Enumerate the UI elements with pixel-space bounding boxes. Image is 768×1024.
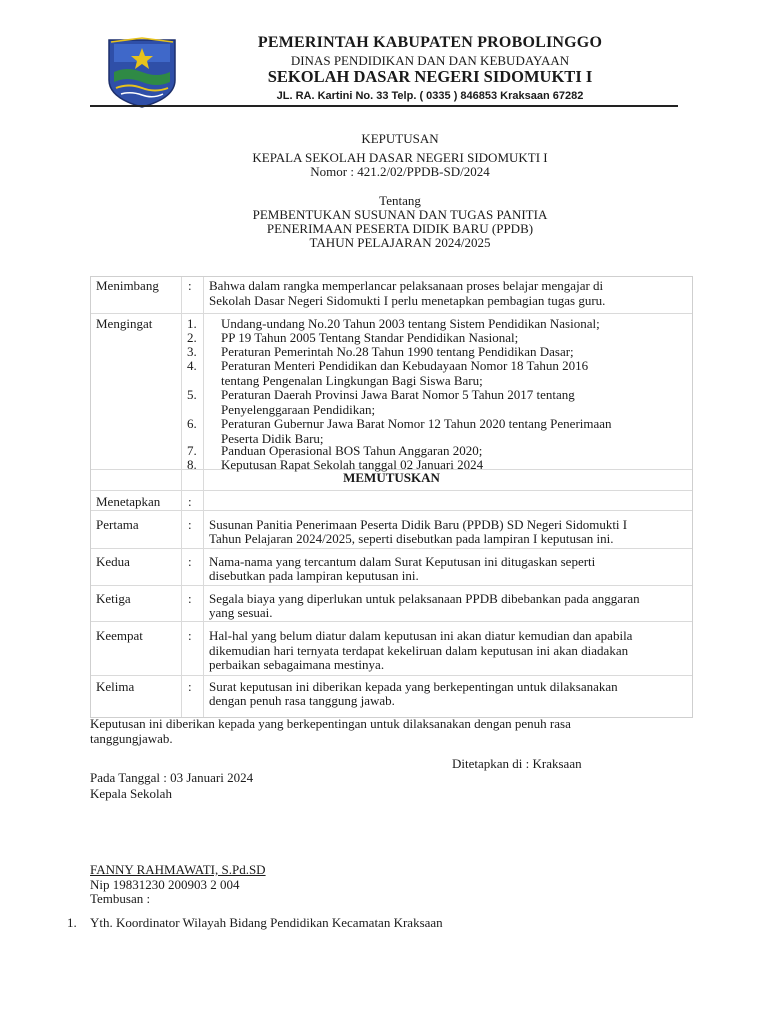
ketiga-label: Ketiga (96, 591, 131, 606)
mengingat-item-number: 8. (187, 457, 197, 472)
closing-text-line: Keputusan ini diberikan kepada yang berkepentingan untuk dilaksanakan dengan penuh rasa (90, 716, 571, 731)
tembusan-item-text: Yth. Koordinator Wilayah Bidang Pendidikan Kecamatan Kraksaan (90, 915, 443, 930)
tembusan-item-number: 1. (67, 915, 77, 930)
mengingat-item-number: 4. (187, 358, 197, 373)
colon: : (188, 679, 192, 694)
colon: : (188, 591, 192, 606)
ketiga-text-line: Segala biaya yang diperlukan untuk pelaksanaan PPDB dibebankan pada anggaran (209, 591, 640, 606)
menimbang-text-line: Bahwa dalam rangka memperlancar pelaksanaan proses belajar mengajar di (209, 278, 604, 293)
tembusan-label: Tembusan : (90, 891, 151, 906)
kelima-text-line: dengan penuh rasa tanggung jawab. (209, 693, 395, 708)
kedua-text-line: Nama-nama yang tercantum dalam Surat Keputusan ini ditugaskan seperti (209, 554, 596, 569)
decree-subject-line: TAHUN PELAJARAN 2024/2025 (309, 235, 491, 250)
closing-text-line: tanggungjawab. (90, 731, 173, 746)
pertama-text-line: Susunan Panitia Penerimaan Peserta Didik Baru (PPDB) SD Negeri Sidomukti I (209, 517, 628, 532)
mengingat-item-text: Peserta Didik Baru; (221, 431, 324, 446)
memutuskan-heading: MEMUTUSKAN (343, 470, 440, 485)
decree-subject-line: PENERIMAAN PESERTA DIDIK BARU (PPDB) (266, 221, 534, 236)
mengingat-item-number: 5. (187, 387, 197, 402)
decree-subject-line: PEMBENTUKAN SUSUNAN DAN TUGAS PANITIA (252, 207, 548, 222)
mengingat-item-text: Keputusan Rapat Sekolah tanggal 02 Januari 2024 (221, 457, 484, 472)
colon: : (188, 494, 192, 509)
colon: : (188, 554, 192, 569)
letterhead-divider (90, 105, 678, 107)
kedua-text-line: disebutkan pada lampiran keputusan ini. (209, 568, 419, 583)
signer-position: Kepala Sekolah (90, 786, 172, 801)
mengingat-item-number: 2. (187, 330, 197, 345)
kedua-label: Kedua (96, 554, 130, 569)
mengingat-label: Mengingat (96, 316, 153, 331)
kelima-text-line: Surat keputusan ini diberikan kepada yang berkepentingan untuk dilaksanakan (209, 679, 618, 694)
menimbang-text-line: Sekolah Dasar Negeri Sidomukti I perlu menetapkan pembagian tugas guru. (209, 293, 606, 308)
mengingat-item-number: 1. (187, 316, 197, 331)
signer-name: FANNY RAHMAWATI, S.Pd.SD (90, 862, 266, 877)
department-name: DINAS PENDIDIKAN DAN DAN KEBUDAYAAN (290, 53, 570, 68)
mengingat-item-number: 3. (187, 344, 197, 359)
mengingat-item-number: 6. (187, 416, 197, 431)
mengingat-item-text: Peraturan Gubernur Jawa Barat Nomor 12 Tahun 2020 tentang Penerimaan (221, 416, 612, 431)
decree-place: Ditetapkan di : Kraksaan (452, 756, 582, 771)
mengingat-item-text: Peraturan Pemerintah No.28 Tahun 1990 tentang Pendidikan Dasar; (221, 344, 574, 359)
mengingat-item-text: Undang-undang No.20 Tahun 2003 tentang Sistem Pendidikan Nasional; (221, 316, 600, 331)
decree-heading: KEPUTUSAN (361, 131, 439, 146)
mengingat-item-text: Panduan Operasional BOS Tahun Anggaran 2020; (221, 443, 483, 458)
mengingat-item-text: Peraturan Daerah Provinsi Jawa Barat Nomor 5 Tahun 2017 tentang (221, 387, 575, 402)
pertama-label: Pertama (96, 517, 139, 532)
decree-number: Nomor : 421.2/02/PPDB-SD/2024 (310, 164, 490, 179)
mengingat-item-text: PP 19 Tahun 2005 Tentang Standar Pendidikan Nasional; (221, 330, 519, 345)
menetapkan-label: Menetapkan (96, 494, 161, 509)
mengingat-item-text: Penyelenggaraan Pendidikan; (221, 402, 376, 417)
school-name: SEKOLAH DASAR NEGERI SIDOMUKTI I (267, 67, 593, 86)
regency-coat-of-arms-logo (107, 36, 177, 108)
keempat-text-line: Hal-hal yang belum diatur dalam keputusan ini akan diatur kemudian dan apabila (209, 628, 633, 643)
keempat-label: Keempat (96, 628, 143, 643)
menimbang-label: Menimbang (96, 278, 159, 293)
decree-date: Pada Tanggal : 03 Januari 2024 (90, 770, 254, 785)
ketiga-text-line: yang sesuai. (209, 605, 273, 620)
school-address: JL. RA. Kartini No. 33 Telp. ( 0335 ) 846853 Kraksaan 67282 (276, 90, 584, 102)
decree-about: Tentang (379, 193, 421, 208)
mengingat-item-text: tentang Pengenalan Lingkungan Bagi Siswa Baru; (221, 373, 483, 388)
signer-nip: Nip 19831230 200903 2 004 (90, 877, 240, 892)
mengingat-item-text: Peraturan Menteri Pendidikan dan Kebudayaan Nomor 18 Tahun 2016 (221, 358, 589, 373)
keempat-text-line: dikemudian hari ternyata terdapat kekeliruan dalam keputusan ini akan diadakan (209, 643, 629, 658)
colon: : (188, 517, 192, 532)
decision-table (90, 276, 693, 718)
keempat-text-line: perbaikan sebagaimana mestinya. (209, 657, 385, 672)
government-name: PEMERINTAH KABUPATEN PROBOLINGGO (257, 34, 603, 51)
decree-issuer: KEPALA SEKOLAH DASAR NEGERI SIDOMUKTI I (252, 150, 548, 165)
kelima-label: Kelima (96, 679, 135, 694)
pertama-text-line: Tahun Pelajaran 2024/2025, seperti disebutkan pada lampiran I keputusan ini. (209, 531, 614, 546)
colon: : (188, 628, 192, 643)
mengingat-item-number: 7. (187, 443, 197, 458)
colon: : (188, 278, 192, 293)
